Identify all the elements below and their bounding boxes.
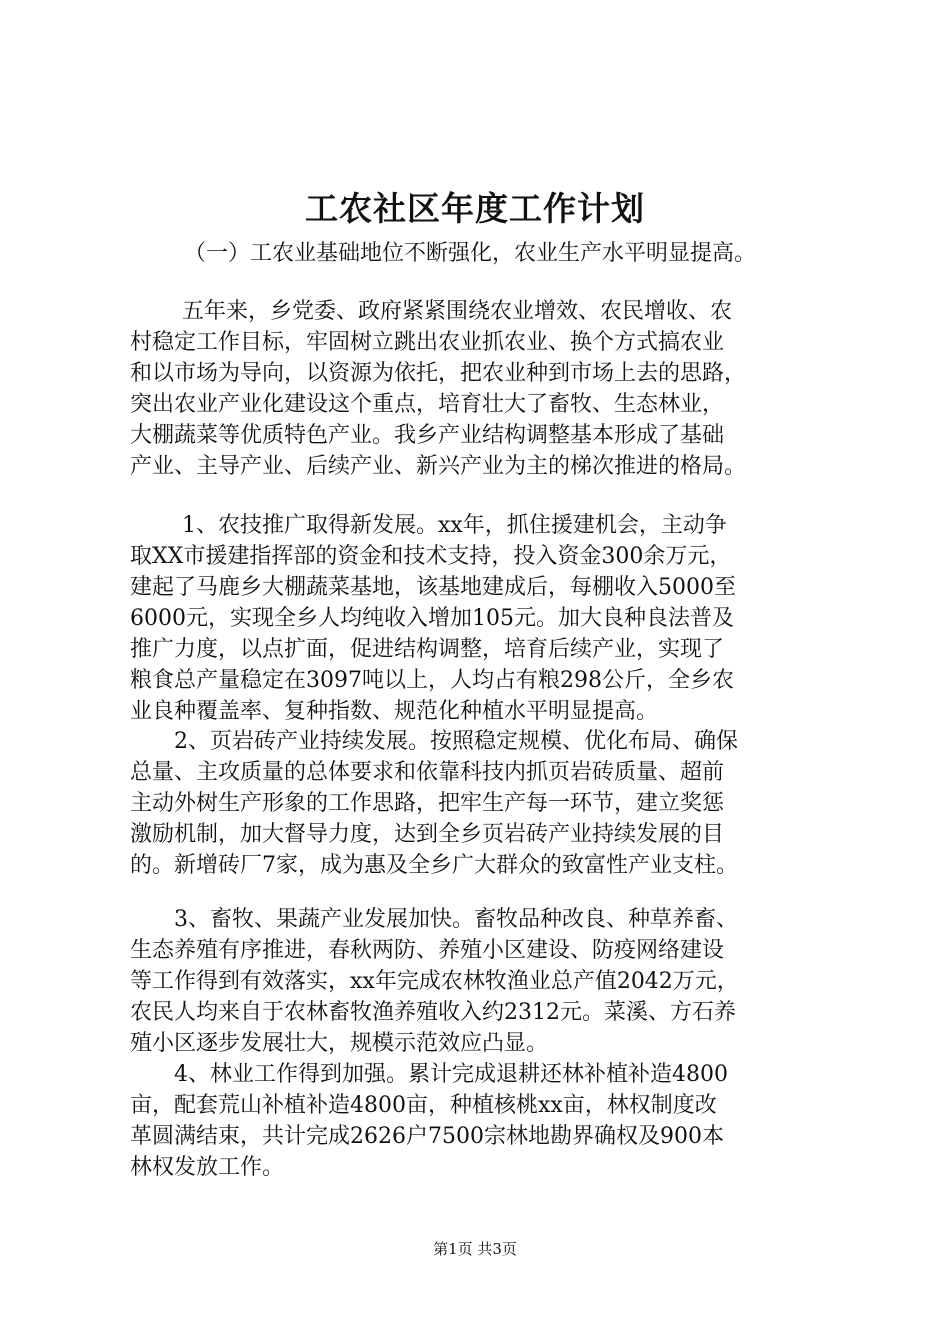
paragraph-item-1: [130, 510, 860, 727]
paragraph-item-2: [130, 726, 860, 881]
paragraph-line: 主动外树生产形象的工作思路，把牢生产每一环节，建立奖惩: [130, 791, 725, 816]
paragraph-line: 1、农技推广取得新发展。xx年，抓住援建机会，主动争: [182, 513, 727, 538]
paragraph-line: 建起了马鹿乡大棚蔬菜基地，该基地建成后，每棚收入5000至: [130, 575, 736, 600]
paragraph-line: 突出农业产业化建设这个重点，培育壮大了畜牧、生态林业，: [130, 392, 725, 417]
paragraph-line: 亩，配套荒山补植补造4800亩，种植核桃xx亩，林权制度改: [130, 1093, 717, 1118]
paragraph-line: 等工作得到有效落实，xx年完成农林牧渔业总产值2042万元，: [130, 969, 739, 994]
paragraph-line: 产业、主导产业、后续产业、新兴产业为主的梯次推进的格局。: [130, 454, 747, 479]
paragraph-line: 业良种覆盖率、复种指数、规范化种植水平明显提高。: [130, 699, 659, 724]
paragraph-line: 殖小区逐步发展壮大，规模示范效应凸显。: [130, 1031, 549, 1056]
paragraph-line: 农民人均来自于农林畜牧渔养殖收入约2312元。菜溪、方石养: [130, 1000, 736, 1025]
paragraph-line: 总量、主攻质量的总体要求和依靠科技内抓页岩砖质量、超前: [130, 760, 725, 785]
paragraph-line: 推广力度，以点扩面，促进结构调整，培育后续产业，实现了: [130, 637, 725, 662]
paragraph-item-4: [130, 1059, 860, 1183]
paragraph-line: 和以市场为导向，以资源为依托，把农业种到市场上去的思路，: [130, 361, 747, 386]
paragraph-line: 生态养殖有序推进，春秋两防、养殖小区建设、防疫网络建设: [130, 938, 725, 963]
paragraph-line: 林权发放工作。: [130, 1155, 285, 1180]
paragraph-line: 2、页岩砖产业持续发展。按照稳定规模、优化布局、确保: [174, 729, 738, 754]
paragraph-line: 6000元，实现全乡人均纯收入增加105元。加大良种良法普及: [130, 606, 734, 631]
paragraph-overview: [130, 296, 860, 482]
paragraph-line: 大棚蔬菜等优质特色产业。我乡产业结构调整基本形成了基础: [130, 423, 725, 448]
paragraph-item-3: [130, 904, 860, 1059]
paragraph-line: 激励机制，加大督导力度，达到全乡页岩砖产业持续发展的目: [130, 822, 725, 847]
page-footer: 第1页 共3页: [433, 1240, 517, 1258]
paragraph-line: 革圆满结束，共计完成2626户7500宗林地勘界确权及900本: [130, 1124, 724, 1149]
paragraph-line: 4、林业工作得到加强。累计完成退耕还林补植补造4800: [174, 1062, 728, 1087]
section-heading: （一）工农业基础地位不断强化，农业生产水平明显提高。: [184, 241, 757, 266]
paragraph-line: 粮食总产量稳定在3097吨以上，人均占有粮298公斤，全乡农: [130, 668, 734, 693]
paragraph-line: 的。新增砖厂7家，成为惠及全乡广大群众的致富性产业支柱。: [130, 853, 738, 878]
paragraph-line: 五年来，乡党委、政府紧紧围绕农业增效、农民增收、农: [182, 299, 733, 324]
document-title: 工农社区年度工作计划: [305, 189, 645, 228]
paragraph-line: 取XX市援建指挥部的资金和技术支持，投入资金300余万元，: [130, 544, 732, 569]
paragraph-line: 3、畜牧、果蔬产业发展加快。畜牧品种改良、种草养畜、: [174, 907, 738, 932]
paragraph-line: 村稳定工作目标，牢固树立跳出农业抓农业、换个方式搞农业: [130, 330, 725, 355]
